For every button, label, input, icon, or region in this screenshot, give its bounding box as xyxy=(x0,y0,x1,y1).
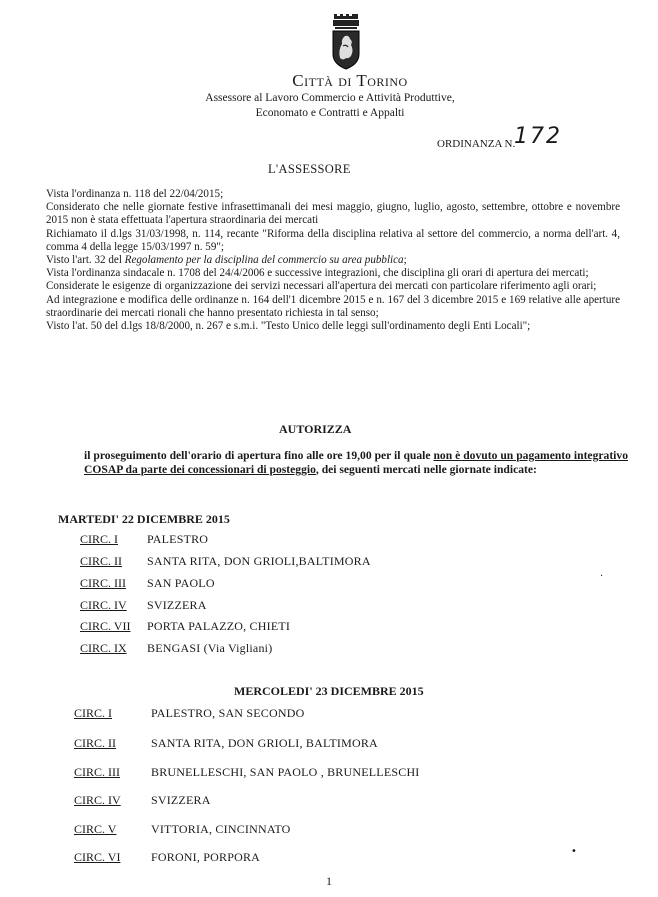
ordinanza-label: ORDINANZA N. xyxy=(437,138,516,150)
date-heading-22-december: MARTEDI' 22 DICEMBRE 2015 xyxy=(58,512,230,526)
market-list: FORONI, PORPORA xyxy=(151,850,261,864)
district-label: CIRC. III xyxy=(74,765,120,779)
authorization-text: il proseguimento dell'orario di apertura fino alle ore 19,00 per il quale non è dovuto un pagamento integrativo COSAP da parte dei concessionari di posteggio, dei seguenti mercati nelle giornate indicate: xyxy=(84,449,628,476)
district-label: CIRC. I xyxy=(80,532,119,546)
district-label: CIRC. III xyxy=(80,576,126,590)
premises-block xyxy=(46,188,620,333)
scan-mark: • xyxy=(571,846,577,857)
market-list: PORTA PALAZZO, CHIETI xyxy=(147,619,291,633)
scan-mark: · xyxy=(600,571,604,582)
market-list: SAN PAOLO xyxy=(147,576,215,590)
district-label: CIRC. IV xyxy=(74,793,121,807)
district-label: CIRC. IV xyxy=(80,598,127,612)
premise-1: Vista l'ordinanza n. 118 del 22/04/2015; xyxy=(46,188,224,200)
ordinanza-number: 172 xyxy=(514,124,562,149)
premise-7: Ad integrazione e modifica delle ordinanze n. 164 dell'1 dicembre 2015 e n. 167 del 3 dicembre 2015 e 169 relative alle aperture straordinarie dei mercati rionali che hanno presentato richiesta in tal senso; xyxy=(46,293,620,319)
market-list: SVIZZERA xyxy=(151,793,211,807)
premise-6: Considerate le esigenze di organizzazione dei servizi necessari all'apertura dei mercati con particolare riferimento agli orari; xyxy=(46,280,597,293)
premise-3: Richiamato il d.lgs 31/03/1998, n. 114, recante "Riforma della disciplina relativa al settore del commercio, a norma dell'art. 4, comma 4 della legge 15/03/1997 n. 59"; xyxy=(46,227,620,253)
market-list: PALESTRO xyxy=(147,532,209,546)
premise-8: Visto l'at. 50 del d.lgs 18/8/2000, n. 267 e s.m.i. "Testo Unico delle leggi sull'ordinamento degli Enti Locali"; xyxy=(46,320,531,333)
market-list: BENGASI (Via Vigliani) xyxy=(147,641,273,655)
city-crest-icon xyxy=(329,14,363,70)
date-heading-23-december: MERCOLEDI' 23 DICEMBRE 2015 xyxy=(234,684,424,698)
premise-2: Considerato che nelle giornate festive infrasettimanali dei mesi maggio, giugno, luglio, agosto, settembre, ottobre e novembre 2015 non è stata effettuata l'apertura straordinaria dei mercati xyxy=(46,201,620,227)
office-line-2: Economato e Contratti e Appalti xyxy=(255,107,405,119)
market-list: SANTA RITA, DON GRIOLI, BALTIMORA xyxy=(151,736,378,750)
office-title xyxy=(185,91,475,121)
market-list: BRUNELLESCHI, SAN PAOLO , BRUNELLESCHI xyxy=(151,765,420,779)
section-heading-autorizza: AUTORIZZA xyxy=(279,422,352,436)
premise-4: Visto l'art. 32 del Regolamento per la disciplina del commercio su area pubblica; xyxy=(46,254,407,267)
city-name: Città di Torino xyxy=(292,71,408,90)
premise-5: Vista l'ordinanza sindacale n. 1708 del 24/4/2006 e successive integrazioni, che disciplina gli orari di apertura dei mercati; xyxy=(46,267,589,280)
market-list: PALESTRO, SAN SECONDO xyxy=(151,706,305,720)
document-title: L'ASSESSORE xyxy=(268,162,351,176)
district-label: CIRC. I xyxy=(74,706,113,720)
district-label: CIRC. VI xyxy=(74,850,121,864)
district-label: CIRC. IX xyxy=(80,641,127,655)
market-list: VITTORIA, CINCINNATO xyxy=(151,822,291,836)
district-label: CIRC. II xyxy=(80,554,122,568)
district-label: CIRC. II xyxy=(74,736,116,750)
market-list: SVIZZERA xyxy=(147,598,207,612)
district-label: CIRC. V xyxy=(74,822,117,836)
district-label: CIRC. VII xyxy=(80,619,131,633)
office-line-1: Assessore al Lavoro Commercio e Attività Produttive, xyxy=(205,92,455,104)
market-list: SANTA RITA, DON GRIOLI,BALTIMORA xyxy=(147,554,371,568)
page-number: 1 xyxy=(326,874,332,888)
